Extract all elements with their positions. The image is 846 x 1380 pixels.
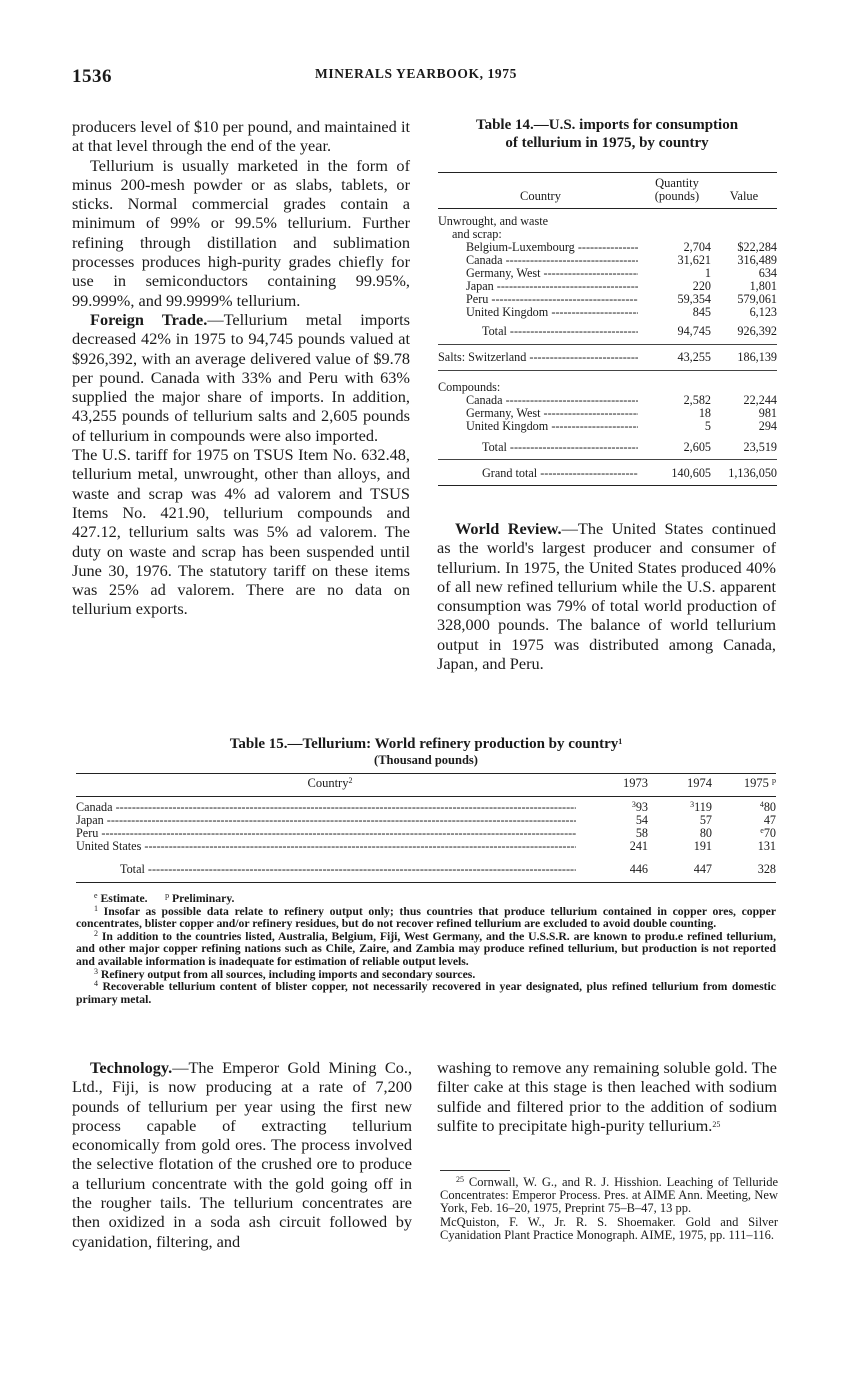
footnote-marker: 3 <box>631 800 636 809</box>
footnote <box>76 903 777 931</box>
value-cell: 186,139 <box>737 350 777 364</box>
country-name: Canada ----- <box>466 394 638 407</box>
column-header-1973: 1973 <box>623 776 648 790</box>
value-cell: 23,519 <box>743 440 777 454</box>
value-text: 54 <box>635 813 648 827</box>
table-row <box>438 420 777 433</box>
quantity-cell: 43,255 <box>677 350 711 364</box>
group-row <box>438 371 777 395</box>
footnote-marker: 4 <box>94 979 98 989</box>
row-label <box>76 853 584 883</box>
quantity-cell: 59,354 <box>677 292 711 306</box>
row-label <box>76 797 584 815</box>
total-row <box>438 319 777 345</box>
footnote-marker: 25 <box>712 1119 721 1129</box>
row-label <box>438 394 643 407</box>
footnote-text: Refinery output from all sources, including imports and secondary sources. <box>100 967 476 981</box>
paragraph <box>437 519 776 673</box>
table-15 <box>76 773 776 883</box>
row-label <box>76 827 584 840</box>
footnote <box>76 928 777 969</box>
row-label <box>76 814 584 827</box>
value-cell: 926,392 <box>737 324 777 338</box>
reference <box>440 1176 778 1216</box>
footnote-text: Recoverable tellurium content of blister copper, not necessarily recovered in year designated, plus refined tellurium from domestic primary metal. <box>76 980 776 1006</box>
table-row <box>438 254 777 267</box>
technology-left-column <box>72 1058 412 1251</box>
row-label <box>438 241 643 254</box>
value-text: 58 <box>635 826 648 840</box>
footnote-marker: 1 <box>618 737 623 746</box>
value-text: 191 <box>693 839 712 853</box>
value-cell <box>648 853 712 883</box>
value-cell: 1,801 <box>749 279 777 293</box>
country-name: Germany, West ----- <box>466 267 638 280</box>
table-row <box>438 241 777 254</box>
total-row <box>76 853 776 883</box>
row-label <box>438 319 643 345</box>
table-row <box>438 394 777 407</box>
table-row <box>438 407 777 420</box>
row-label <box>438 306 643 319</box>
value-cell: 6,123 <box>749 305 777 319</box>
column-header-country <box>76 774 584 797</box>
table-row <box>76 797 776 815</box>
value-text: 447 <box>693 862 712 876</box>
header-line: (pounds) <box>654 189 700 203</box>
value-cell: 981 <box>758 406 777 420</box>
footnote-marker: e <box>94 891 98 900</box>
group-label: and scrap: <box>452 227 502 241</box>
quantity-cell: 220 <box>692 279 711 293</box>
table-15-subtitle: (Thousand pounds) <box>374 753 478 767</box>
quantity-cell: 2,704 <box>683 240 711 254</box>
reference <box>440 1216 778 1242</box>
running-head: MINERALS YEARBOOK, 1975 <box>315 66 517 81</box>
section-heading: Foreign Trade. <box>90 309 208 329</box>
value-cell: 579,061 <box>737 292 777 306</box>
right-column <box>437 519 776 673</box>
reference-text: Cornwall, W. G., and R. J. Hisshion. Leaching of Telluride Concentrates: Emperor Process. Pres. at AIME Ann. Meeting, New York, Feb. 16–20, 1975, Preprint 75–B–47, 13 pp. <box>440 1175 779 1216</box>
footnote-marker: 1 <box>94 903 98 913</box>
value-text: 70 <box>763 826 776 840</box>
paragraph-text: —The United States continued as the world's largest producer and consumer of tellurium. In 1975, the United States produced 40% of all new refined tellurium while the U.S. apparent consumption was 79% of total world production of 328,000 pounds. The balance of world tellurium output in 1975 was distributed among Canada, Japan, and Peru. <box>437 519 777 674</box>
footnote-text: Estimate. <box>100 892 148 905</box>
table-row <box>438 293 777 306</box>
table-14-title <box>436 116 778 152</box>
total-label: Total ----- <box>120 863 576 876</box>
value-cell <box>712 797 776 815</box>
value-text: 241 <box>629 839 648 853</box>
paragraph: Tellurium is usually marketed in the form of minus 200-mesh powder or as slabs, tablets, or sticks. Normal commercial grades contain a minimum of 99% or 99.5% tellurium. Further refining through distillation and sublimation processes produces high-purity grades chiefly for use in semiconductors containing 99.95%, 99.999%, and 99.9999% tellurium. <box>72 155 410 310</box>
country-name: Total ----- <box>482 325 638 338</box>
quantity-cell: 2,605 <box>683 440 711 454</box>
country-name: Japan ----- <box>466 280 638 293</box>
row-label <box>438 254 643 267</box>
table-row <box>438 306 777 319</box>
paragraph <box>437 1058 777 1135</box>
footnote-marker: 2 <box>348 776 353 785</box>
footnotes <box>76 893 776 1006</box>
quantity-cell: 94,745 <box>677 324 711 338</box>
country-name: Canada ----- <box>76 801 576 814</box>
country-name: Canada ----- <box>466 254 638 267</box>
footnote-marker: 2 <box>94 928 98 938</box>
technology-right-column <box>437 1058 777 1135</box>
value-cell <box>584 853 648 883</box>
footnote <box>76 981 776 1006</box>
table-title-text: Table 15.—Tellurium: World refinery production by country <box>229 736 619 752</box>
footnote-text: In addition to the countries listed, Australia, Belgium, Fiji, West Germany, and the U.S.S.R. are known to produ.e refined tellurium, and other major copper refining nations such as Chile, Zaire, and Zambia may produce refined tellurium, but production is not reported and available information is inadequate for estimation of reliable output levels. <box>76 929 777 968</box>
paragraph <box>72 310 410 445</box>
value-cell: $22,284 <box>737 240 777 254</box>
country-name: Peru ----- <box>76 827 576 840</box>
total-row <box>438 433 777 460</box>
table-row <box>76 814 776 827</box>
quantity-cell: 140,605 <box>671 466 711 480</box>
table-15-title <box>76 735 776 753</box>
footnote-marker: 3 <box>94 966 98 976</box>
value-text: 328 <box>757 862 776 876</box>
value-cell: 22,244 <box>743 393 777 407</box>
paragraph <box>72 1058 412 1251</box>
value-text: 57 <box>699 813 712 827</box>
value-text: 80 <box>763 800 776 814</box>
table-title-line: Table 14.—U.S. imports for consumption <box>475 117 739 133</box>
footnote-text: Insofar as possible data relate to refinery output only; thus countries that produce tellurium contained in copper ores, copper concentrates, blister copper and/or refinery residues, but do not recover refined tellurium are excluded to avoid double counting. <box>76 904 777 931</box>
footnote-marker: p <box>772 776 776 785</box>
country-name: Japan ----- <box>76 814 576 827</box>
country-name: Salts: Switzerland ----- <box>438 351 638 364</box>
value-cell <box>648 840 712 853</box>
quantity-cell: 1 <box>704 266 711 280</box>
value-text: 446 <box>629 862 648 876</box>
value-text: 119 <box>694 800 712 814</box>
column-header-quantity <box>643 173 711 209</box>
row-label <box>438 433 643 460</box>
footnote-marker: 4 <box>759 800 764 809</box>
header-text: Country <box>307 776 349 790</box>
country-name: Peru ----- <box>466 293 638 306</box>
row-label <box>438 345 643 371</box>
country-name: United Kingdom ----- <box>466 306 638 319</box>
value-text: 131 <box>757 839 776 853</box>
row-label <box>438 280 643 293</box>
value-text: 47 <box>763 813 776 827</box>
country-name: Total ----- <box>482 441 638 454</box>
country-name: United Kingdom ----- <box>466 420 638 433</box>
value-cell <box>584 797 648 815</box>
group-label: Unwrought, and waste <box>438 214 549 228</box>
page-number: 1536 <box>72 66 112 87</box>
footnote-text: Preliminary. <box>172 892 235 905</box>
table-row <box>438 267 777 280</box>
table-row <box>76 840 776 853</box>
header-line: Quantity <box>655 176 699 190</box>
value-cell: 1,136,050 <box>728 466 777 480</box>
value-cell <box>584 840 648 853</box>
group-label: Compounds: <box>438 380 501 394</box>
country-name: United States ----- <box>76 840 576 853</box>
paragraph-text: —The Emperor Gold Mining Co., Ltd., Fiji, is now producing at a rate of 7,200 pounds of tellurium per year using the first new process capable of extracting tellurium economically from gold ores. The process involved the selective flotation of the crushed ore to produce a tellurium concentrate with the gold going off in the rougher tails. The tellurium concentrates are then oxidized in a soda ash circuit followed by cyanidation, filtering, and <box>72 1058 412 1251</box>
row-label <box>438 460 643 486</box>
footnote-marker: e <box>760 826 764 835</box>
column-header-country: Country <box>520 189 561 203</box>
row-label <box>438 420 643 433</box>
reference-rule <box>440 1170 510 1171</box>
reference-text: McQuiston, F. W., Jr. R. S. Shoemaker. Gold and Silver Cyanidation Plant Practice Monograph. AIME, 1975, pp. 111–116. <box>440 1214 778 1242</box>
references <box>440 1176 778 1242</box>
footnote-marker: 3 <box>690 800 695 809</box>
row-label <box>438 293 643 306</box>
quantity-cell: 2,582 <box>683 393 711 407</box>
section-heading: World Review. <box>455 519 562 538</box>
value-cell <box>712 840 776 853</box>
country-name: Grand total ----- <box>482 467 638 480</box>
value-cell <box>648 797 712 815</box>
quantity-cell: 845 <box>692 305 711 319</box>
quantity-cell: 5 <box>704 419 711 433</box>
value-cell: 294 <box>758 419 777 433</box>
paragraph-text: washing to remove any remaining soluble gold. The filter cake at this stage is then leached with sodium sulfide and filtered prior to the addition of sodium sulfite to precipitate high-purity tellurium. <box>437 1058 777 1135</box>
row-label <box>438 267 643 280</box>
row-label <box>438 407 643 420</box>
table-title-line: of tellurium in 1975, by country <box>505 135 709 151</box>
section-heading: Technology. <box>90 1058 173 1077</box>
quantity-cell: 31,621 <box>677 253 711 267</box>
value-cell <box>712 853 776 883</box>
column-header-1975 <box>712 774 776 797</box>
quantity-cell: 18 <box>698 406 711 420</box>
footnote-marker: 25 <box>456 1175 464 1184</box>
paragraph: producers level of $10 per pound, and maintained it at that level through the end of the year. <box>72 117 410 156</box>
value-cell: 316,489 <box>737 253 777 267</box>
footnote-marker: p <box>165 891 170 900</box>
left-column <box>72 117 410 619</box>
paragraph-text: —Tellurium metal imports decreased 42% in 1975 to 94,745 pounds valued at $926,392, with an average delivered value of $9.78 per pound. Canada with 33% and Peru with 63% supplied the major share of imports. In addition, 43,255 pounds of tellurium salts and 2,605 pounds of tellurium in compounds were also imported. <box>72 309 411 445</box>
column-header-value: Value <box>729 189 759 203</box>
column-header-1974: 1974 <box>687 776 712 790</box>
paragraph: The U.S. tariff for 1975 on TSUS Item No. 632.48, tellurium metal, unwrought, other than alloys, and waste and scrap was 4% ad valorem and TSUS Items No. 421.90, tellurium compounds and 427.12, tellurium salts was 5% ad valorem. The duty on waste and scrap has been suspended until June 30, 1976. The statutory tariff on these items was 25% ad valorem. There are no data on tellurium exports. <box>72 445 410 619</box>
table-row <box>438 280 777 293</box>
header-text: 1975 <box>743 776 769 790</box>
value-text: 93 <box>635 800 648 814</box>
table-row <box>76 827 776 840</box>
value-cell: 634 <box>758 266 777 280</box>
value-text: 80 <box>699 826 712 840</box>
row-label <box>76 840 584 853</box>
table-14 <box>438 172 777 486</box>
country-name: Germany, West ----- <box>466 407 638 420</box>
grand-total-row <box>438 460 777 486</box>
salts-row <box>438 345 777 371</box>
country-name: Belgium-Luxembourg ----- <box>466 241 638 254</box>
